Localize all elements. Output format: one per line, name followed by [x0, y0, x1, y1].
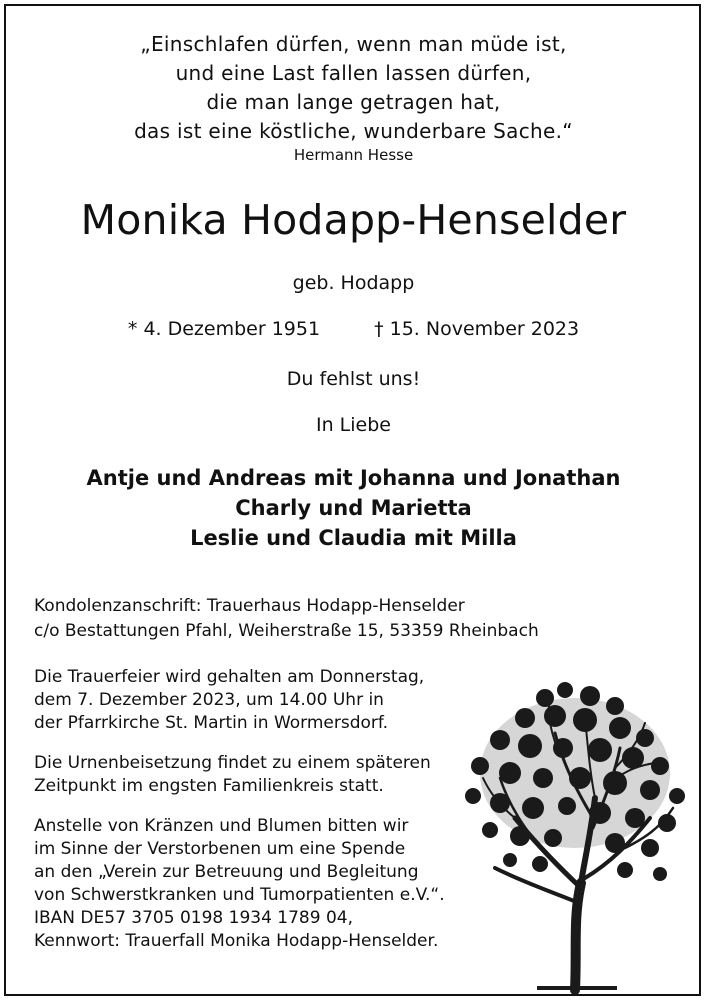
birth-date: * 4. Dezember 1951: [127, 318, 321, 340]
service-line: dem 7. Dezember 2023, um 14.00 Uhr in: [34, 690, 384, 710]
death-date: † 15. November 2023: [374, 318, 580, 340]
quote-line: und eine Last fallen lassen dürfen,: [175, 61, 532, 85]
service-info: [34, 666, 424, 735]
burial-info: [34, 752, 431, 798]
tree-icon: [455, 678, 695, 994]
quote-author: Hermann Hesse: [293, 146, 414, 164]
closing: In Liebe: [316, 414, 391, 436]
family-line: Antje und Andreas mit Johanna und Jonathan: [86, 466, 621, 490]
condolence-line: c/o Bestattungen Pfahl, Weiherstraße 15, 53359 Rheinbach: [34, 621, 539, 641]
quote-line: die man lange getragen hat,: [206, 90, 501, 114]
burial-line: Zeitpunkt im engsten Familienkreis statt.: [34, 776, 384, 796]
service-line: der Pfarrkirche St. Martin in Wormersdorf.: [34, 713, 389, 733]
quote-line: das ist eine köstliche, wunderbare Sache.“: [134, 119, 573, 143]
life-dates: [0, 318, 707, 340]
birth-name: geb. Hodapp: [292, 272, 415, 294]
donation-line: Kennwort: Trauerfall Monika Hodapp-Henselder.: [34, 931, 439, 951]
donation-line: von Schwerstkranken und Tumorpatienten e.V.“.: [34, 885, 445, 905]
donation-line: an den „Verein zur Betreuung und Begleitung: [34, 862, 419, 882]
deceased-name: Monika Hodapp-Henselder: [80, 196, 627, 244]
family-list: [0, 463, 707, 553]
donation-line: im Sinne der Verstorbenen um eine Spende: [34, 839, 406, 859]
burial-line: Die Urnenbeisetzung findet zu einem späteren: [34, 753, 431, 773]
donation-info: [34, 815, 445, 953]
message: Du fehlst uns!: [286, 368, 421, 390]
family-line: Leslie und Claudia mit Milla: [190, 526, 517, 550]
donation-line: IBAN DE57 3705 0198 1934 1789 04,: [34, 908, 353, 928]
family-line: Charly und Marietta: [235, 496, 472, 520]
donation-line: Anstelle von Kränzen und Blumen bitten wir: [34, 816, 409, 836]
quote-line: „Einschlafen dürfen, wenn man müde ist,: [140, 32, 567, 56]
service-line: Die Trauerfeier wird gehalten am Donnerstag,: [34, 667, 425, 687]
condolence-address: [34, 594, 539, 644]
condolence-line: Kondolenzanschrift: Trauerhaus Hodapp-Henselder: [34, 596, 465, 616]
quote: [0, 30, 707, 146]
